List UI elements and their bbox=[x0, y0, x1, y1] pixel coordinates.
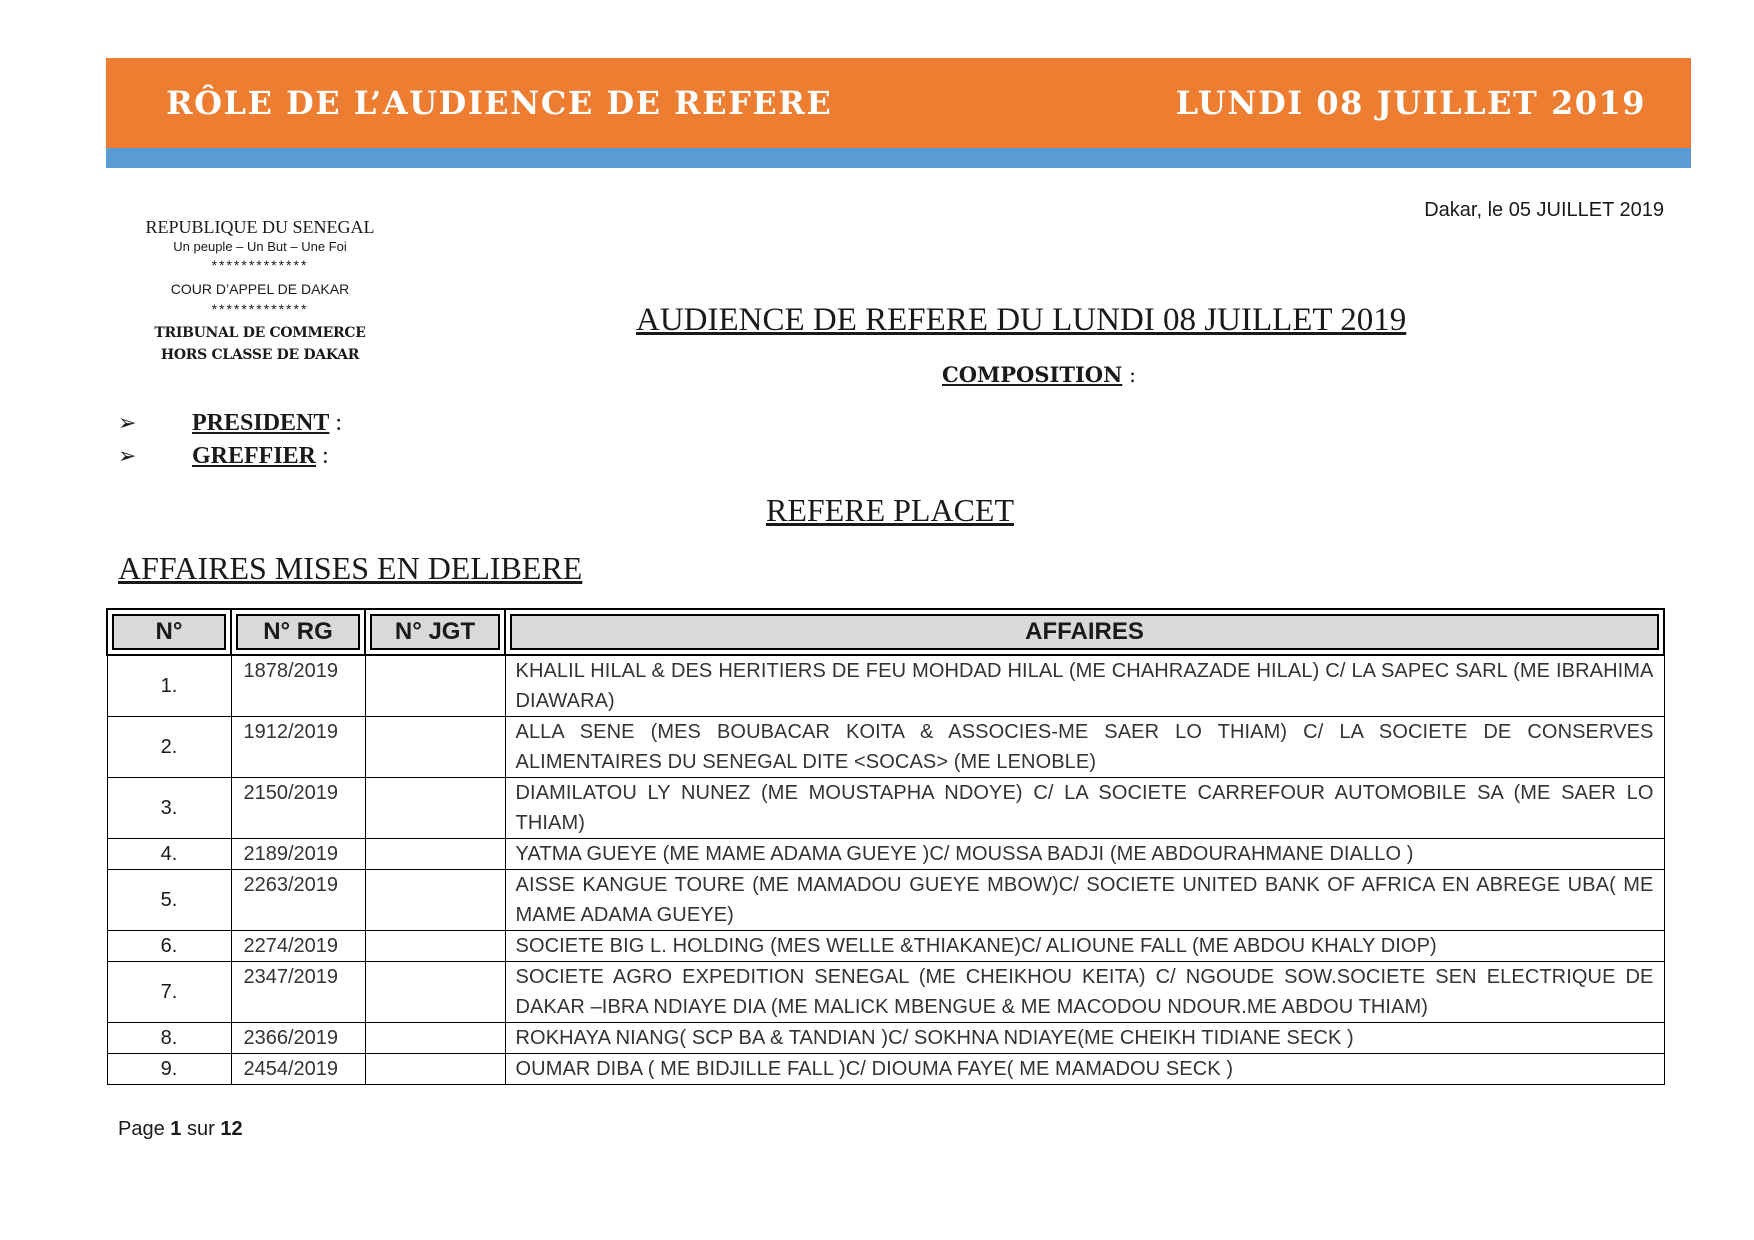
hearing-title: AUDIENCE DE REFERE DU LUNDI 08 JUILLET 2019 bbox=[636, 302, 1407, 338]
composition-label: COMPOSITION bbox=[942, 362, 1123, 387]
case-rg: 1912/2019 bbox=[231, 717, 365, 778]
table-row bbox=[107, 870, 1664, 931]
institution-block bbox=[120, 216, 400, 366]
table-row bbox=[107, 778, 1664, 839]
page-current: 1 bbox=[170, 1118, 182, 1140]
tribunal-name-line-1: TRIBUNAL DE COMMERCE bbox=[154, 325, 366, 341]
role-label: PRESIDENT bbox=[192, 410, 330, 436]
table-row bbox=[107, 1054, 1664, 1085]
case-parties: KHALIL HILAL & DES HERITIERS DE FEU MOHDAD HILAL (ME CHAHRAZADE HILAL) C/ LA SAPEC SARL (ME IBRAHIMA DIAWARA) bbox=[505, 655, 1664, 717]
section-title: AFFAIRES MISES EN DELIBERE bbox=[118, 550, 583, 586]
table-row bbox=[107, 839, 1664, 870]
case-number: 3. bbox=[107, 778, 231, 839]
case-jgt bbox=[365, 778, 505, 839]
page-counter bbox=[118, 1118, 243, 1141]
case-jgt bbox=[365, 717, 505, 778]
composition-heading bbox=[942, 362, 1136, 387]
page-word: Page bbox=[118, 1118, 165, 1140]
case-number: 8. bbox=[107, 1023, 231, 1054]
case-jgt bbox=[365, 839, 505, 870]
case-jgt bbox=[365, 870, 505, 931]
case-parties: DIAMILATOU LY NUNEZ (ME MOUSTAPHA NDOYE) C/ LA SOCIETE CARREFOUR AUTOMOBILE SA (ME SAER LO THIAM) bbox=[505, 778, 1664, 839]
case-rg: 2454/2019 bbox=[231, 1054, 365, 1085]
document-date: Dakar, le 05 JUILLET 2019 bbox=[1424, 199, 1664, 221]
case-parties: ALLA SENE (MES BOUBACAR KOITA & ASSOCIES-ME SAER LO THIAM) C/ LA SOCIETE DE CONSERVES ALIMENTAIRES DU SENEGAL DITE <SOCAS> (ME LENOBLE) bbox=[505, 717, 1664, 778]
separator-stars: ************* bbox=[211, 301, 309, 317]
case-parties: ROKHAYA NIANG( SCP BA & TANDIAN )C/ SOKHNA NDIAYE(ME CHEIKH TIDIANE SECK ) bbox=[505, 1023, 1664, 1054]
case-number: 6. bbox=[107, 931, 231, 962]
case-parties: OUMAR DIBA ( ME BIDJILLE FALL )C/ DIOUMA FAYE( ME MAMADOU SECK ) bbox=[505, 1054, 1664, 1085]
case-parties: SOCIETE BIG L. HOLDING (MES WELLE &THIAKANE)C/ ALIOUNE FALL (ME ABDOU KHALY DIOP) bbox=[505, 931, 1664, 962]
case-number: 5. bbox=[107, 870, 231, 931]
case-jgt bbox=[365, 1023, 505, 1054]
separator-stars: ************* bbox=[211, 257, 309, 273]
republic-name: REPUBLIQUE DU SENEGAL bbox=[145, 217, 375, 237]
case-rg: 1878/2019 bbox=[231, 655, 365, 717]
case-jgt bbox=[365, 655, 505, 717]
header-jgt: N° JGT bbox=[365, 609, 505, 655]
page-total: 12 bbox=[220, 1118, 243, 1140]
case-number: 4. bbox=[107, 839, 231, 870]
role-colon: : bbox=[329, 410, 343, 436]
role-colon: : bbox=[316, 443, 329, 469]
case-number: 7. bbox=[107, 962, 231, 1023]
case-rg: 2189/2019 bbox=[231, 839, 365, 870]
cases-table bbox=[106, 608, 1665, 1085]
role-president bbox=[118, 410, 342, 437]
role-label: GREFFIER bbox=[192, 443, 317, 469]
republic-motto: Un peuple – Un But – Une Foi bbox=[173, 239, 347, 254]
table-row bbox=[107, 655, 1664, 717]
header-number: N° bbox=[107, 609, 231, 655]
arrow-bullet-icon: ➢ bbox=[118, 443, 137, 468]
case-rg: 2366/2019 bbox=[231, 1023, 365, 1054]
case-jgt bbox=[365, 1054, 505, 1085]
arrow-bullet-icon: ➢ bbox=[118, 410, 137, 435]
case-rg: 2347/2019 bbox=[231, 962, 365, 1023]
case-rg: 2150/2019 bbox=[231, 778, 365, 839]
case-parties: YATMA GUEYE (ME MAME ADAMA GUEYE )C/ MOUSSA BADJI (ME ABDOURAHMANE DIALLO ) bbox=[505, 839, 1664, 870]
table-row bbox=[107, 962, 1664, 1023]
case-number: 9. bbox=[107, 1054, 231, 1085]
section-subtitle: REFERE PLACET bbox=[766, 492, 1015, 528]
case-jgt bbox=[365, 962, 505, 1023]
table-row bbox=[107, 1023, 1664, 1054]
banner-date: LUNDI 08 JUILLET 2019 bbox=[1175, 84, 1646, 122]
tribunal-name-line-2: HORS CLASSE DE DAKAR bbox=[160, 347, 360, 363]
case-parties: AISSE KANGUE TOURE (ME MAMADOU GUEYE MBOW)C/ SOCIETE UNITED BANK OF AFRICA EN ABREGE UBA( ME MAME ADAMA GUEYE) bbox=[505, 870, 1664, 931]
table-header-row bbox=[107, 609, 1664, 655]
banner-title: RÔLE DE L’AUDIENCE DE REFERE bbox=[166, 84, 833, 122]
header-affaires: AFFAIRES bbox=[505, 609, 1664, 655]
case-parties: SOCIETE AGRO EXPEDITION SENEGAL (ME CHEIKHOU KEITA) C/ NGOUDE SOW.SOCIETE SEN ELECTRIQUE DE DAKAR –IBRA NDIAYE DIA (ME MALICK MBENGUE & ME MACODOU NDOUR.ME ABDOU THIAM) bbox=[505, 962, 1664, 1023]
court-name: COUR D’APPEL DE DAKAR bbox=[170, 281, 350, 297]
case-jgt bbox=[365, 931, 505, 962]
page-of-word: sur bbox=[186, 1118, 215, 1140]
case-rg: 2274/2019 bbox=[231, 931, 365, 962]
case-rg: 2263/2019 bbox=[231, 870, 365, 931]
table-row bbox=[107, 931, 1664, 962]
composition-colon: : bbox=[1122, 363, 1137, 387]
header-banner-stripe bbox=[106, 148, 1691, 168]
case-number: 2. bbox=[107, 717, 231, 778]
table-row bbox=[107, 717, 1664, 778]
case-number: 1. bbox=[107, 655, 231, 717]
role-greffier bbox=[118, 443, 329, 470]
header-rg: N° RG bbox=[231, 609, 365, 655]
